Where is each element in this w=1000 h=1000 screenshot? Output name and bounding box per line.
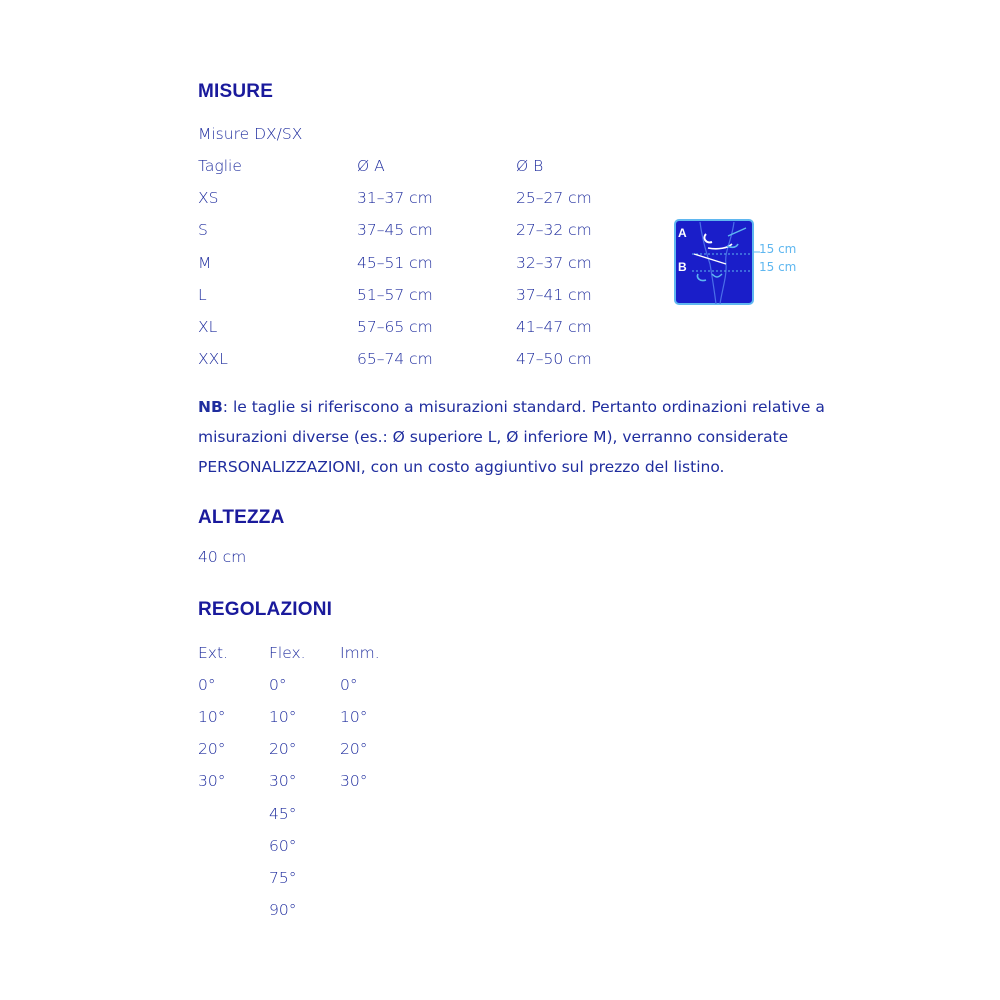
nb-line-2: misurazioni diverse (es.: Ø superiore L, Ø inferiore M), verranno considerate [198,428,789,446]
imm-value: 30° [340,772,368,790]
size-a-value: 57–65 cm [357,318,433,336]
altezza-value: 40 cm [198,548,247,566]
flex-value: 90° [269,901,297,919]
ext-value: 10° [198,708,226,726]
nb-line-1-text: : le taglie si riferiscono a misurazioni standard. Pertanto ordinazioni relative a [222,398,825,416]
imm-value: 20° [340,740,368,758]
altezza-heading: ALTEZZA [198,507,285,528]
size-a-value: 31–37 cm [357,189,433,207]
column-header-flex: Flex. [269,644,306,662]
size-b-value: 37–41 cm [516,286,592,304]
imm-value: 0° [340,676,358,694]
flex-value: 10° [269,708,297,726]
size-label: L [198,286,207,304]
flex-value: 30° [269,772,297,790]
misure-heading: MISURE [198,81,274,102]
regolazioni-heading: REGOLAZIONI [198,599,333,620]
ext-value: 20° [198,740,226,758]
size-a-value: 37–45 cm [357,221,433,239]
size-b-value: 47–50 cm [516,350,592,368]
flex-value: 75° [269,869,297,887]
column-header-ext: Ext. [198,644,228,662]
flex-value: 60° [269,837,297,855]
diagram-label-b: B [678,260,687,274]
size-b-value: 25–27 cm [516,189,592,207]
ext-value: 30° [198,772,226,790]
knee-measurement-diagram [672,218,808,308]
diagram-label-a: A [678,226,687,240]
column-header-b: Ø B [516,157,544,175]
flex-value: 45° [269,805,297,823]
nb-line-3: PERSONALIZZAZIONI, con un costo aggiuntivo sul prezzo del listino. [198,458,725,476]
misure-subtitle: Misure DX/SX [198,125,303,143]
size-label: S [198,221,208,239]
size-a-value: 45–51 cm [357,254,433,272]
diagram-measure-top: 15 cm [759,242,797,256]
ext-value: 0° [198,676,216,694]
flex-value: 20° [269,740,297,758]
column-header-a: Ø A [357,157,385,175]
size-a-value: 51–57 cm [357,286,433,304]
column-header-taglie: Taglie [198,157,242,175]
column-header-imm: Imm. [340,644,380,662]
size-a-value: 65–74 cm [357,350,433,368]
size-label: XXL [198,350,228,368]
size-b-value: 32–37 cm [516,254,592,272]
imm-value: 10° [340,708,368,726]
nb-line-1 [198,392,825,422]
diagram-measure-bottom: 15 cm [759,260,797,274]
size-label: XL [198,318,218,336]
size-label: M [198,254,212,272]
nb-note [198,392,825,482]
nb-label: NB [198,398,223,416]
size-b-value: 41–47 cm [516,318,592,336]
size-label: XS [198,189,219,207]
size-b-value: 27–32 cm [516,221,592,239]
flex-value: 0° [269,676,287,694]
